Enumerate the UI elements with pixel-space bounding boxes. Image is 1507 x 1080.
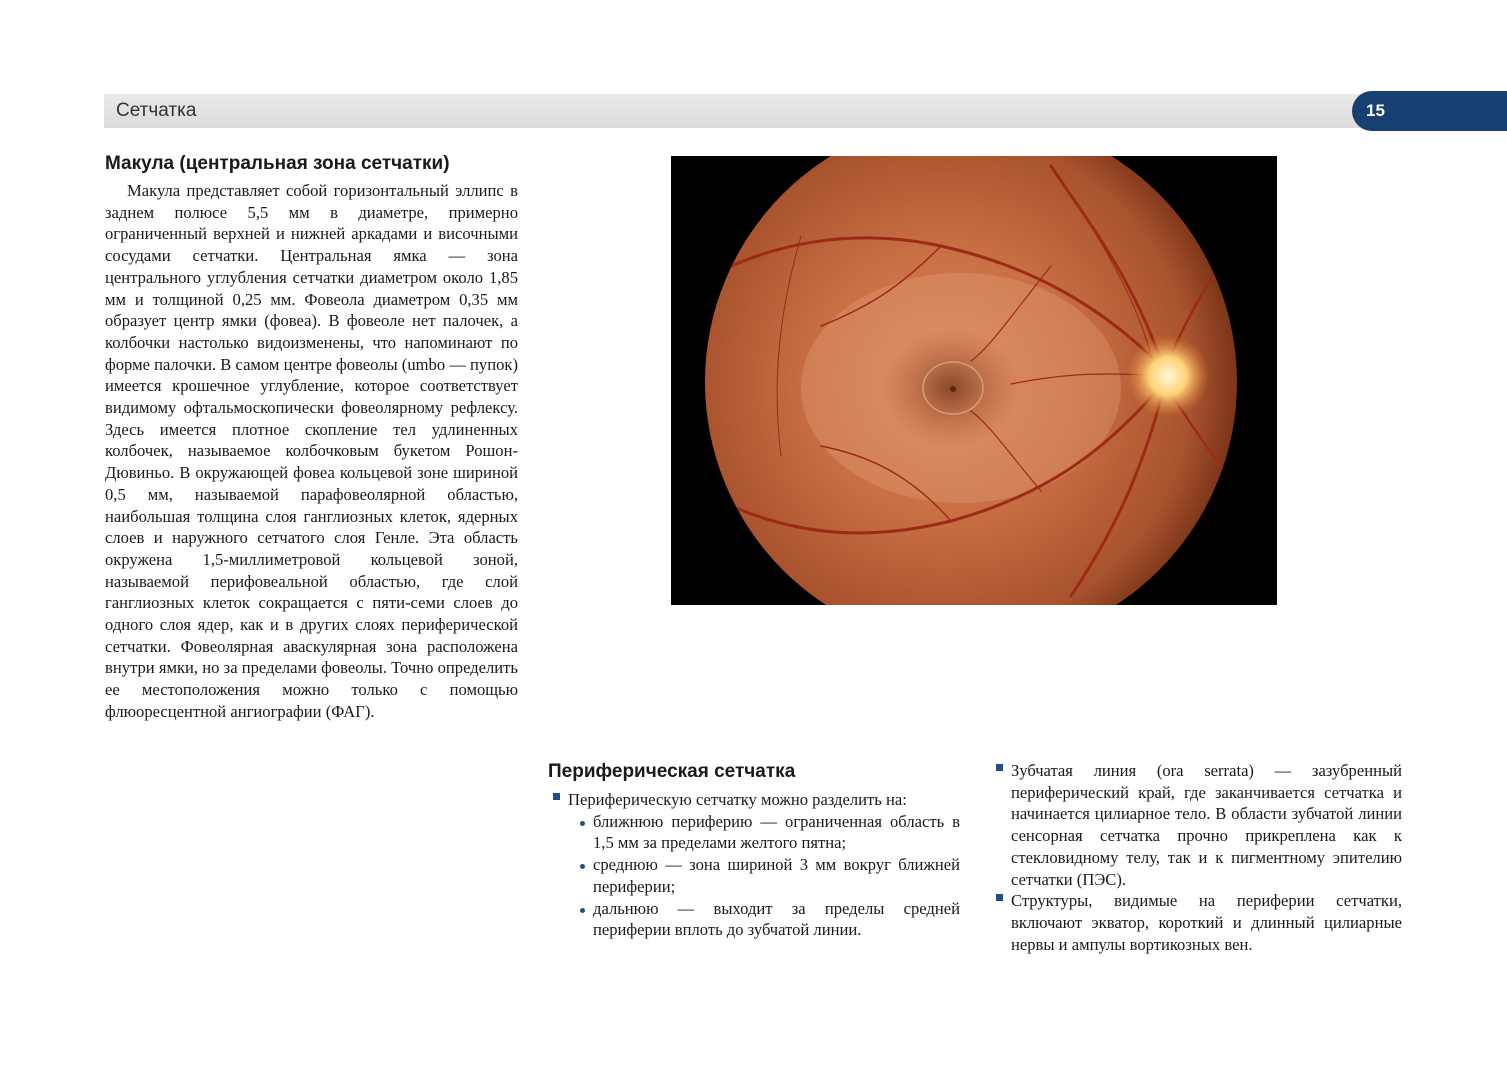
running-header-title: Сетчатка [116, 100, 197, 121]
sub-list-item [578, 811, 960, 854]
fundus-image [671, 156, 1277, 605]
square-bullet-icon [553, 793, 560, 800]
sub-list-item [578, 854, 960, 897]
macula-paragraph: Макула представляет собой горизонтальный эллипс в заднем полюсе 5,5 мм в диаметре, примерно ограниченный верхней и нижней аркадами и височными сосудами сетчатки. Центральная ямка — зона центрального углубления сетчатки диаметром около 1,85 мм и толщиной 0,25 мм. Фовеола диаметром 0,35 мм образует центр ямки (фовеа). В фовеоле нет палочек, а колбочки настолько видоизменены, что напоминают по форме палочки. В самом центре фовеолы (umbo — пупок) имеется крошечное углубление, которое соответствует видимому офтальмоскопически фовеолярному рефлексу. Здесь имеется плотное скопление тел удлиненных колбочек, называемое колбочковым букетом Рошон-Дювиньо. В окружающей фовеа кольцевой зоне шириной 0,5 мм, называемой парафовеолярной областью, наибольшая толщина слоя ганглиозных клеток, ядерных слоев и наружного сетчатого слоя Генле. Эта область окружена 1,5-миллиметровой кольцевой зоной, называемой перифовеальной областью, где слой ганглиозных клеток сокращается с пяти-семи слоев до одного слоя ядер, как и в других слоях периферической сетчатки. Фовеолярная аваскулярная зона расположена внутри ямки, но за пределами фовеолы. Точно определить ее местоположения можно только с помощью флюоресцентной ангиографии (ФАГ). [105, 181, 518, 721]
square-bullet-icon [996, 764, 1003, 771]
sub-list-item-text: среднюю — зона шириной 3 мм вокруг ближней периферии; [593, 855, 960, 896]
sub-list-item-text: ближнюю периферию — ограниченная область в 1,5 мм за пределами желтого пятна; [593, 811, 960, 853]
peripheral-right-column [996, 760, 1402, 955]
square-bullet-icon [996, 894, 1003, 901]
dot-bullet-icon [580, 908, 585, 913]
page-number: 15 [1366, 101, 1385, 120]
list-item-text: Зубчатая линия (ora serrata) — зазубренный периферический край, где заканчивается сетчатка и начинается цилиарное тело. В области зубчатой линии сенсорная сетчатка прочно прикреплена как к стекловидному телу, так и к пигментному эпителию сетчатки (ПЭС). [1011, 761, 1402, 889]
sub-list-item [578, 898, 960, 941]
sub-list-item-text: дальнюю — выходит за пределы средней периферии вплоть до зубчатой линии. [593, 898, 960, 940]
running-header-bar [104, 94, 1404, 128]
macula-heading: Макула (центральная зона сетчатки) [105, 153, 450, 174]
list-item-text: Структуры, видимые на периферии сетчатки, включают экватор, короткий и длинный цилиарные нервы и ампулы вортикозных вен. [1011, 891, 1402, 954]
peripheral-left-column [553, 789, 960, 941]
list-item [996, 760, 1402, 890]
fundus-photo [671, 156, 1277, 605]
dot-bullet-icon [580, 821, 585, 826]
list-item [996, 890, 1402, 955]
dot-bullet-icon [580, 864, 585, 869]
list-item [553, 789, 960, 941]
peripheral-heading: Периферическая сетчатка [548, 761, 796, 782]
list-item-text: Периферическую сетчатку можно разделить на: [568, 790, 907, 809]
